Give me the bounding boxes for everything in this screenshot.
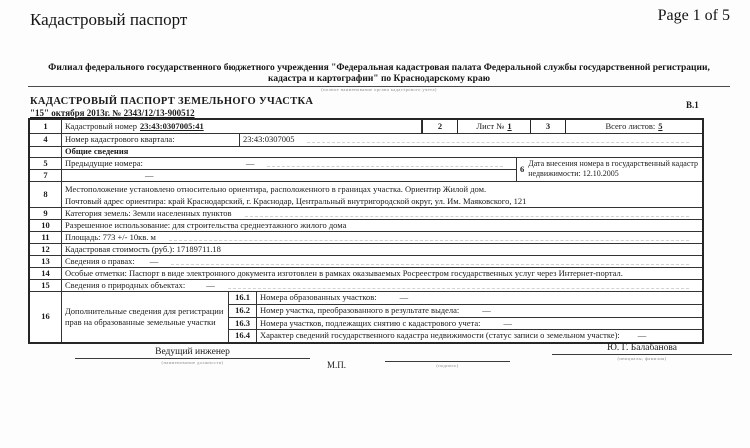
row16-4-number: 16.4	[229, 330, 257, 342]
row16-label: Дополнительные сведения для регистрации прав на образованные земельные участки	[62, 292, 229, 342]
table-row-16-3	[229, 318, 702, 331]
document-window-title: Кадастровый паспорт	[30, 10, 188, 29]
table-row-6	[517, 158, 702, 181]
row16-4-value: —	[637, 330, 647, 341]
row8-number: 8	[30, 182, 62, 207]
row16-4-label: Характер сведений государственного кадастра недвижимости (статус записи о земельном участке):	[260, 330, 620, 341]
row16-2-number: 16.2	[229, 305, 257, 317]
rights-label: Сведения о правах:	[65, 256, 135, 266]
row16-2-cell	[257, 305, 702, 317]
land-category-cell	[62, 208, 702, 219]
signature-block	[385, 350, 510, 369]
row1-number-2: 2	[422, 120, 458, 133]
previous-numbers-label: Предыдущие номера:	[65, 158, 143, 168]
rights-value: —	[149, 256, 159, 266]
scan-artifact-line	[228, 282, 689, 288]
row16-3-number: 16.3	[229, 318, 257, 330]
row7-number: 7	[30, 170, 62, 181]
scan-artifact-line	[267, 160, 503, 166]
row16-1-value: —	[399, 292, 409, 303]
natural-objects-label: Сведения о природных объектах:	[65, 280, 186, 290]
document-title: КАДАСТРОВЫЙ ПАСПОРТ ЗЕМЕЛЬНОГО УЧАСТКА	[30, 96, 314, 107]
section-general-title: Общие сведения	[65, 147, 129, 157]
rights-cell	[62, 256, 702, 267]
table-row-1	[30, 120, 702, 134]
row10-number: 10	[30, 220, 62, 231]
signer-name-caption: (инициалы, фамилия)	[617, 356, 667, 361]
row11-number: 11	[30, 232, 62, 243]
table-row-5	[30, 158, 516, 170]
signer-name: Ю. Г. Балабанова	[552, 343, 732, 355]
total-sheets-cell	[566, 120, 702, 133]
row12-number: 12	[30, 244, 62, 255]
previous-numbers-value: —	[245, 158, 255, 168]
quarter-number-value: 23:43:0307005	[243, 134, 295, 145]
row4-number: 4	[30, 134, 62, 146]
table-row-8	[30, 182, 702, 208]
cadastral-passport-table	[28, 118, 704, 344]
table-row-16-1	[229, 292, 702, 305]
section-general	[30, 147, 702, 158]
signature-caption: (подпись)	[436, 363, 459, 368]
row7-value: —	[145, 170, 154, 180]
row1-number: 1	[30, 120, 62, 133]
signer-position: Ведущий инженер	[75, 347, 310, 359]
cadastral-number-value: 23:43:0307005:41	[139, 120, 204, 131]
location-line2: Почтовый адрес ориентира: край Краснодарский, г. Краснодар, Центральный внутригородской округ, ул. Им. Маяковского, 121	[65, 196, 527, 206]
table-row-16-2	[229, 305, 702, 318]
row16-2-value: —	[482, 304, 491, 315]
scan-artifact-line	[245, 210, 689, 216]
row16-4-cell	[257, 330, 702, 342]
table-row-16-4	[229, 330, 702, 342]
natural-objects-cell	[62, 280, 702, 291]
signer-name-block	[552, 343, 732, 362]
cadastral-value-cell	[62, 244, 702, 255]
land-category-text: Категория земель: Земли населенных пунктов	[65, 208, 232, 218]
special-notes-cell	[62, 268, 702, 279]
scan-artifact-line	[169, 234, 689, 240]
row16-1-cell	[257, 292, 702, 304]
row7-value-cell	[62, 170, 516, 181]
row14-number: 14	[30, 268, 62, 279]
row16-1-number: 16.1	[229, 292, 257, 304]
row16-number: 16	[30, 292, 62, 342]
area-text: Площадь: 773 +/- 10кв. м	[65, 232, 156, 242]
cadastral-number-cell	[62, 120, 422, 133]
location-line1: Местоположение установлено относительно ориентира, расположенного в границах участка. Ориентир Жилой дом.	[65, 184, 487, 194]
natural-objects-value: —	[206, 280, 215, 290]
org-caption: (полное наименование органа кадастрового учета)	[321, 87, 437, 92]
row13-number: 13	[30, 256, 62, 267]
total-sheets-value: 5	[658, 120, 663, 131]
sheet-label: Лист №	[476, 120, 505, 131]
quarter-number-label: Номер кадастрового квартала:	[62, 134, 240, 146]
table-row-15	[30, 280, 702, 292]
row1-number-3: 3	[530, 120, 566, 133]
table-row-12	[30, 244, 702, 256]
table-row-16	[30, 292, 702, 342]
org-name-line2: кадастра и картографии" по Краснодарскому краю	[28, 74, 730, 87]
row16-3-cell	[257, 318, 702, 330]
registry-entry-date: Дата внесения номера в государственный кадастр недвижимости: 12.10.2005	[528, 159, 698, 178]
cadastral-value-text: Кадастровая стоимость (руб.): 17189711.18	[65, 244, 221, 254]
issuing-org-block	[28, 63, 730, 93]
row16-2-label: Номер участка, преобразованного в результате выдела:	[260, 304, 460, 315]
page-indicator: Page 1 of 5	[657, 7, 730, 24]
row16-3-label: Номера участков, подлежащих снятию с кадастрового учета:	[260, 317, 481, 328]
table-row-10	[30, 220, 702, 232]
table-row-14	[30, 268, 702, 280]
document-date-number: "15" октября 2013г. № 2343/12/13-900512	[30, 108, 195, 118]
org-name-line1: Филиал федерального государственного бюджетного учреждения "Федеральная кадастровая палата Федеральной службы государственной регистрации,	[48, 63, 710, 73]
location-cell	[62, 182, 702, 207]
permitted-use-cell	[62, 220, 702, 231]
row5-number: 5	[30, 158, 62, 169]
stamp-placeholder: М.П.	[327, 360, 347, 370]
special-notes-text: Особые отметки: Паспорт в виде электронного документа изготовлен в рамках оказываемых Росреестром государственных услуг через Интернет-портал.	[65, 268, 623, 278]
previous-numbers-cell	[62, 158, 516, 169]
table-row-7	[30, 170, 516, 181]
row9-number: 9	[30, 208, 62, 219]
form-code: В.1	[686, 100, 699, 110]
area-cell	[62, 232, 702, 243]
rows-5-6-7-group	[30, 158, 702, 182]
table-row-11	[30, 232, 702, 244]
table-row-4	[30, 134, 702, 147]
table-row-9	[30, 208, 702, 220]
permitted-use-text: Разрешенное использование: для строительства среднеэтажного жилого дома	[65, 220, 347, 230]
rows-5-7-left	[30, 158, 517, 181]
section-number-empty	[30, 147, 62, 157]
signer-position-caption: (наименование должности)	[161, 360, 224, 365]
row16-1-label: Номера образованных участков:	[260, 292, 377, 303]
signature-line	[385, 350, 510, 362]
table-row-13	[30, 256, 702, 268]
cadastral-number-label: Кадастровый номер	[65, 120, 137, 131]
sheet-cell	[458, 120, 530, 133]
scan-artifact-line	[307, 137, 689, 144]
sheet-value: 1	[507, 120, 512, 131]
scan-artifact-line	[171, 258, 689, 264]
row6-number: 6	[520, 163, 525, 174]
row16-subtable	[229, 292, 702, 342]
signer-position-block	[75, 347, 310, 366]
row16-3-value: —	[503, 317, 512, 328]
total-sheets-label: Всего листов:	[605, 120, 656, 131]
quarter-number-value-cell	[240, 134, 702, 146]
row15-number: 15	[30, 280, 62, 291]
